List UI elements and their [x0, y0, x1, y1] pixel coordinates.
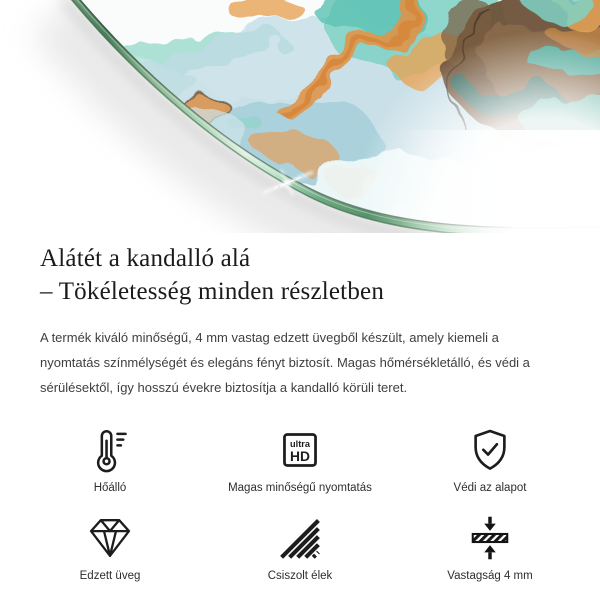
feature-label: Vastagság 4 mm	[447, 570, 533, 582]
feature-polished-edges	[180, 514, 420, 582]
polished-edges-icon	[277, 514, 323, 562]
ultra-hd-icon	[277, 426, 323, 474]
feature-label: Csiszolt élek	[267, 570, 333, 582]
shield-check-icon	[467, 426, 513, 474]
thermometer-icon	[87, 426, 133, 474]
page-title	[40, 242, 560, 308]
product-description: A termék kiváló minőségű, 4 mm vastag edzett üvegből készült, amely kiemeli a nyomtatás színmélységét és elegáns fényt biztosít. Magas hőmérsékletálló, és védi a sérülésektől, így hosszú évekre biztosítja a kandalló körüli teret.	[40, 330, 530, 395]
product-photo	[0, 0, 600, 233]
feature-hd-print	[180, 426, 420, 494]
feature-label: Védi az alapot	[453, 482, 527, 494]
thickness-4mm-icon	[467, 514, 513, 562]
feature-label: Edzett üveg	[79, 570, 141, 582]
feature-label: Hőálló	[93, 482, 127, 494]
feature-label: Magas minőségű nyomtatás	[228, 482, 372, 494]
ultra-hd-text-top: ultra	[290, 439, 310, 450]
features-grid	[40, 426, 560, 582]
page-title-line1: Alátét a kandalló alá	[40, 245, 251, 272]
feature-heat-resistant	[40, 426, 180, 494]
feature-tempered-glass	[40, 514, 180, 582]
feature-thickness	[420, 514, 560, 582]
diamond-icon	[87, 514, 133, 562]
feature-protects-base	[420, 426, 560, 494]
ultra-hd-text-bottom: HD	[290, 448, 310, 464]
page-title-line2: – Tökéletesség minden részletben	[40, 278, 385, 305]
hero-fade	[380, 130, 600, 233]
